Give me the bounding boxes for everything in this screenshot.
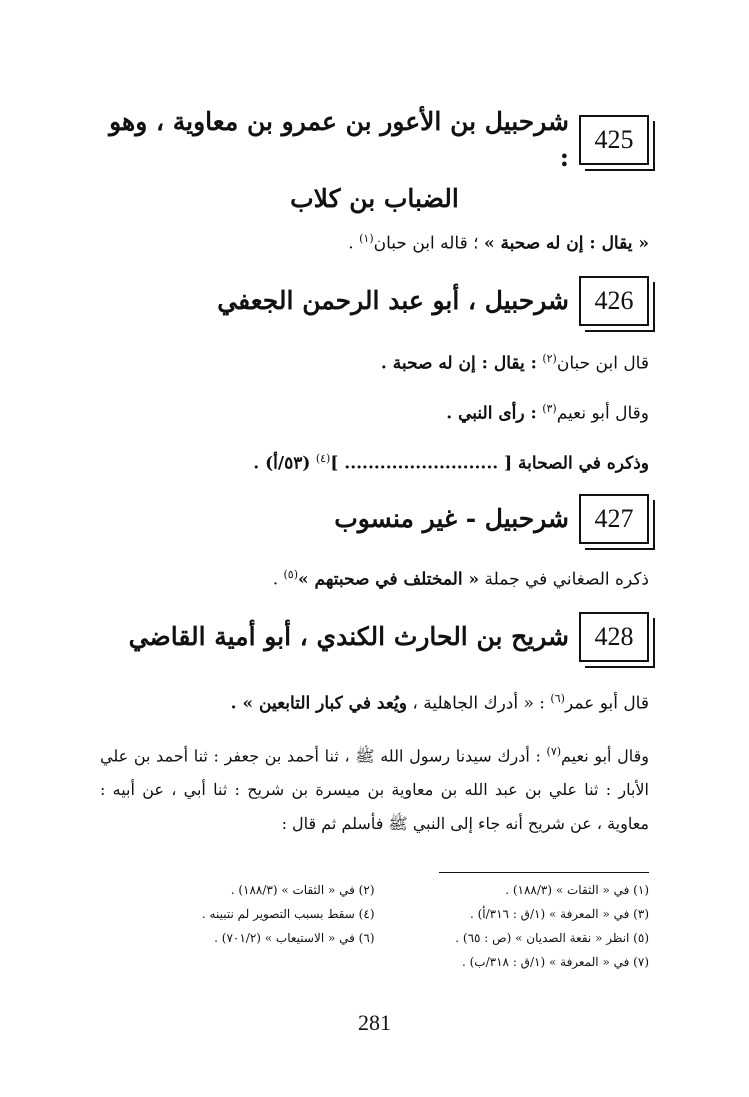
page-number: 281 — [358, 1010, 391, 1035]
body-paragraph — [100, 735, 649, 841]
footnote: (٢) في « الثقات » (١٨٨/٣) . — [230, 883, 375, 897]
entry-number-box: 425 — [579, 115, 649, 165]
text-span: : « أدرك الجاهلية ، — [412, 693, 546, 714]
text-line — [100, 346, 649, 377]
text-line — [100, 562, 649, 593]
quote-bold: وذكره في الصحابة [ .......................... ] — [330, 453, 649, 474]
footnote: (٤) سقط بسبب التصوير لم نتبينه . — [201, 907, 375, 921]
footnote-row — [100, 950, 649, 974]
entry-title: شرحبيل - غير منسوب — [334, 504, 569, 533]
entry-425 — [100, 104, 649, 213]
text-span: ذكره الصغاني في جملة — [484, 569, 649, 590]
footnote-ref: (٢) — [542, 352, 557, 365]
entry-427 — [100, 494, 649, 544]
entry-428 — [100, 612, 649, 662]
entry-title: شريح بن الحارث الكندي ، أبو أمية القاضي — [128, 622, 569, 651]
footnotes — [100, 878, 649, 974]
entry-title-continuation: الضباب بن كلاب — [290, 184, 459, 213]
text-span: : أدرك سيدنا رسول الله ﷺ ، ثنا أحمد بن جعفر : ثنا أحمد بن علي الأبار : ثنا علي بن عبد الله بن معاوية بن ميسرة بن شريح : ثنا أبي ، عن أبيه : معاوية ، عن شريح أنه جاء إلى النبي ﷺ فأسلم ثم قال : — [100, 746, 650, 834]
footnote: (٣) في « المعرفة » (١/ق : ٣١٦/أ) . — [469, 907, 649, 921]
quote-bold: ويُعد في كبار التابعين » . — [230, 693, 407, 714]
footnote-ref: (٣) — [542, 402, 557, 415]
text-span: . — [348, 233, 354, 254]
entry-426 — [100, 276, 649, 326]
entry-title: شرحبيل بن الأعور بن عمرو بن معاوية ، وهو : — [109, 107, 569, 172]
text-span: (٥٣/أ) . — [253, 453, 311, 474]
text-span: وقال أبو نعيم — [556, 403, 649, 424]
text-span: قال ابن حبان — [556, 353, 649, 374]
footnote-row — [100, 902, 649, 926]
footnote-divider — [439, 872, 649, 873]
footnote: (٦) في « الاستيعاب » (٧٠١/٢) . — [214, 931, 375, 945]
footnote-ref: (١) — [359, 232, 374, 245]
entry-heading — [100, 612, 649, 662]
text-span: . — [272, 569, 279, 590]
quote-bold: : يقال : إن له صحبة . — [380, 353, 537, 374]
footnote — [100, 950, 375, 974]
footnote-row — [100, 926, 649, 950]
text-span: وقال أبو نعيم — [561, 746, 650, 766]
entry-number-box: 427 — [579, 494, 649, 544]
entry-heading — [100, 494, 649, 544]
footnote: (١) في « الثقات » (١٨٨/٣) . — [505, 883, 649, 897]
entry-number-box: 428 — [579, 612, 649, 662]
quote-bold: : رأى النبي . — [446, 403, 537, 424]
footnote-ref: (٤) — [315, 452, 331, 465]
footnote-row — [100, 878, 649, 902]
quote-bold: « يقال : إن له صحبة » — [483, 233, 649, 254]
text-line — [100, 446, 649, 477]
text-span: قال أبو عمر — [564, 693, 649, 714]
text-line — [100, 226, 649, 257]
text-span: ؛ قاله ابن حبان — [373, 233, 479, 254]
footnote-ref: (٦) — [550, 692, 565, 705]
footnote-ref: (٧) — [546, 745, 562, 758]
entry-heading — [100, 276, 649, 326]
footnote: (٧) في « المعرفة » (١/ق : ٣١٨/ب) . — [462, 955, 649, 969]
entry-number-box: 426 — [579, 276, 649, 326]
entry-heading — [100, 104, 649, 176]
footnote-ref: (٥) — [283, 568, 299, 581]
footnote: (٥) انظر « نقعة الصديان » (ص : ٦٥) . — [455, 931, 649, 945]
entry-title: شرحبيل ، أبو عبد الرحمن الجعفي — [217, 286, 569, 315]
quote-bold: « المختلف في صحبتهم » — [298, 569, 480, 590]
text-line — [100, 686, 649, 717]
text-line — [100, 396, 649, 427]
